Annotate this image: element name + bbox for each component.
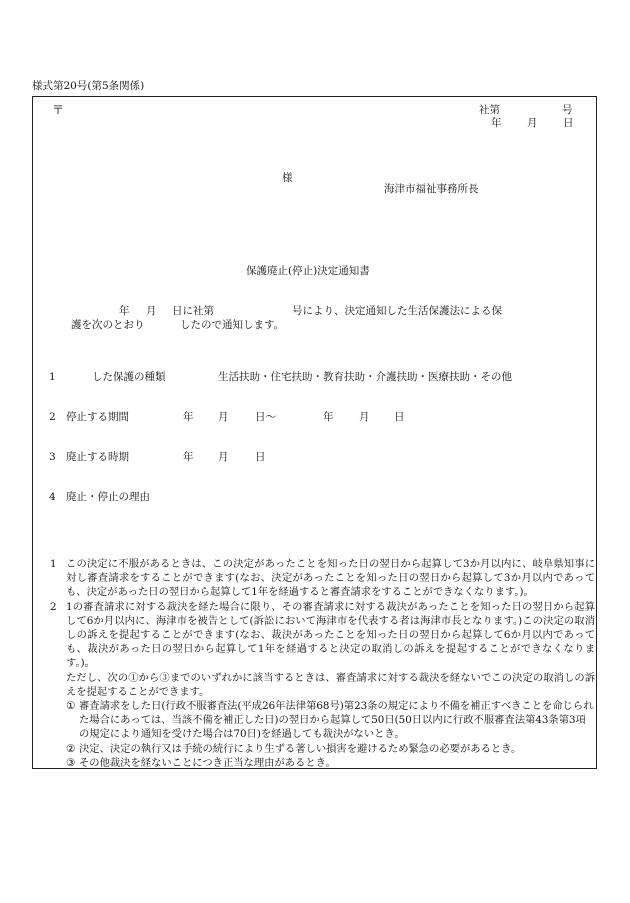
intro-year: 年 (119, 305, 130, 317)
intro-line1-tail: 号により、決定通知した生活保護法による保 (292, 305, 502, 317)
note-1-text: この決定に不服があるときは、この決定があったことを知った日の翌日から起算して3か月以内に、岐阜県知事に対し審査請求をすることができます(なお、決定があったことを知った日の翌日から起算して3か月以内であっても、決定があった日の翌日から起算して1年を経過すると審査請求をすることができなくなります。)。 (66, 558, 595, 599)
note-2-number: 2 (50, 600, 57, 613)
item-2-month: 月 (218, 411, 229, 423)
note-1 (50, 557, 595, 600)
issuer-name: 海津市福祉事務所長 (384, 183, 479, 195)
condition-1 (66, 699, 595, 742)
doc-number-prefix: 社第 (479, 104, 500, 116)
notes-section (50, 557, 595, 770)
note-2 (50, 600, 595, 671)
condition-1-marker: ① (66, 700, 76, 713)
item-2-year: 年 (183, 411, 194, 423)
doc-number-suffix: 号 (562, 104, 573, 116)
item-2-number: 2 (49, 411, 56, 423)
form-number-label: 様式第20号(第5条関係) (32, 80, 145, 92)
item-3-year: 年 (183, 451, 194, 463)
note-1-number: 1 (50, 558, 57, 570)
condition-2 (66, 742, 595, 756)
item-3-month: 月 (218, 451, 229, 463)
item-2-day-from: 日～ (255, 411, 276, 423)
item-1-value: 生活扶助・住宅扶助・教育扶助・介護扶助・医療扶助・その他 (218, 371, 512, 383)
date-month: 月 (527, 117, 538, 129)
postal-mark: 〒 (52, 103, 65, 117)
condition-3-marker: ③ (66, 756, 76, 769)
item-3-label: 廃止する時期 (66, 451, 129, 463)
condition-3-text: その他裁決を経ないことにつき正当な理由があるとき。 (79, 756, 336, 769)
addressee-suffix: 様 (282, 172, 293, 184)
item-2-label: 停止する期間 (66, 411, 129, 423)
item-1-label: した保護の種類 (92, 371, 166, 383)
item-1-number: 1 (49, 371, 56, 383)
item-2-day-end: 日 (394, 411, 405, 423)
item-2-month-end: 月 (359, 411, 370, 423)
intro-line2-tail: したので通知します。 (180, 319, 285, 331)
document-title: 保護廃止(停止)決定通知書 (246, 265, 370, 277)
item-4-label: 廃止・停止の理由 (66, 491, 150, 503)
condition-3 (66, 756, 595, 770)
condition-2-text: 決定、決定の執行又は手続の続行により生ずる著しい損害を避けるため緊急の必要があるとき。 (79, 742, 522, 755)
item-3-number: 3 (49, 451, 56, 463)
proviso-block (66, 671, 595, 770)
intro-month: 月 (146, 305, 157, 317)
date-year: 年 (491, 117, 502, 129)
proviso-text: ただし、次の①から③までのいずれかに該当するときは、審査請求に対する裁決を経ないでこの決定の取消しの訴えを提起することができます。 (66, 671, 595, 698)
intro-day-prefix: 日に社第 (172, 305, 214, 317)
item-4-number: 4 (49, 491, 56, 503)
intro-line2-head: 護を次のとおり (71, 319, 145, 331)
item-3-day: 日 (255, 451, 266, 463)
condition-1-text: 審査請求をした日(行政不服審査法(平成26年法律第68号)第23条の規定により不備を補正すべきことを命じられた場合にあっては、当該不備を補正した日)の翌日から起算して50日(50日以内に行政不服審査法第43条第3項の規定により通知を受けた場合は70日)を経過しても裁決がないとき。 (79, 700, 594, 741)
item-2-year-end: 年 (323, 411, 334, 423)
condition-2-marker: ② (66, 742, 76, 755)
date-day: 日 (563, 117, 574, 129)
note-2-text: 1の審査請求に対する裁決を経た場合に限り、その審査請求に対する裁決があったことを知った日の翌日から起算して6か月以内に、海津市を被告として(訴訟において海津市を代表する者は海津市長となります。)この決定の取消しの訴えを提起することができます(なお、裁決があったことを知った日の翌日から起算して6か月以内であっても、裁決があった日の翌日から起算して1年を経過すると決定の取消しの訴えを提起することができなくなります。)。 (66, 600, 595, 670)
